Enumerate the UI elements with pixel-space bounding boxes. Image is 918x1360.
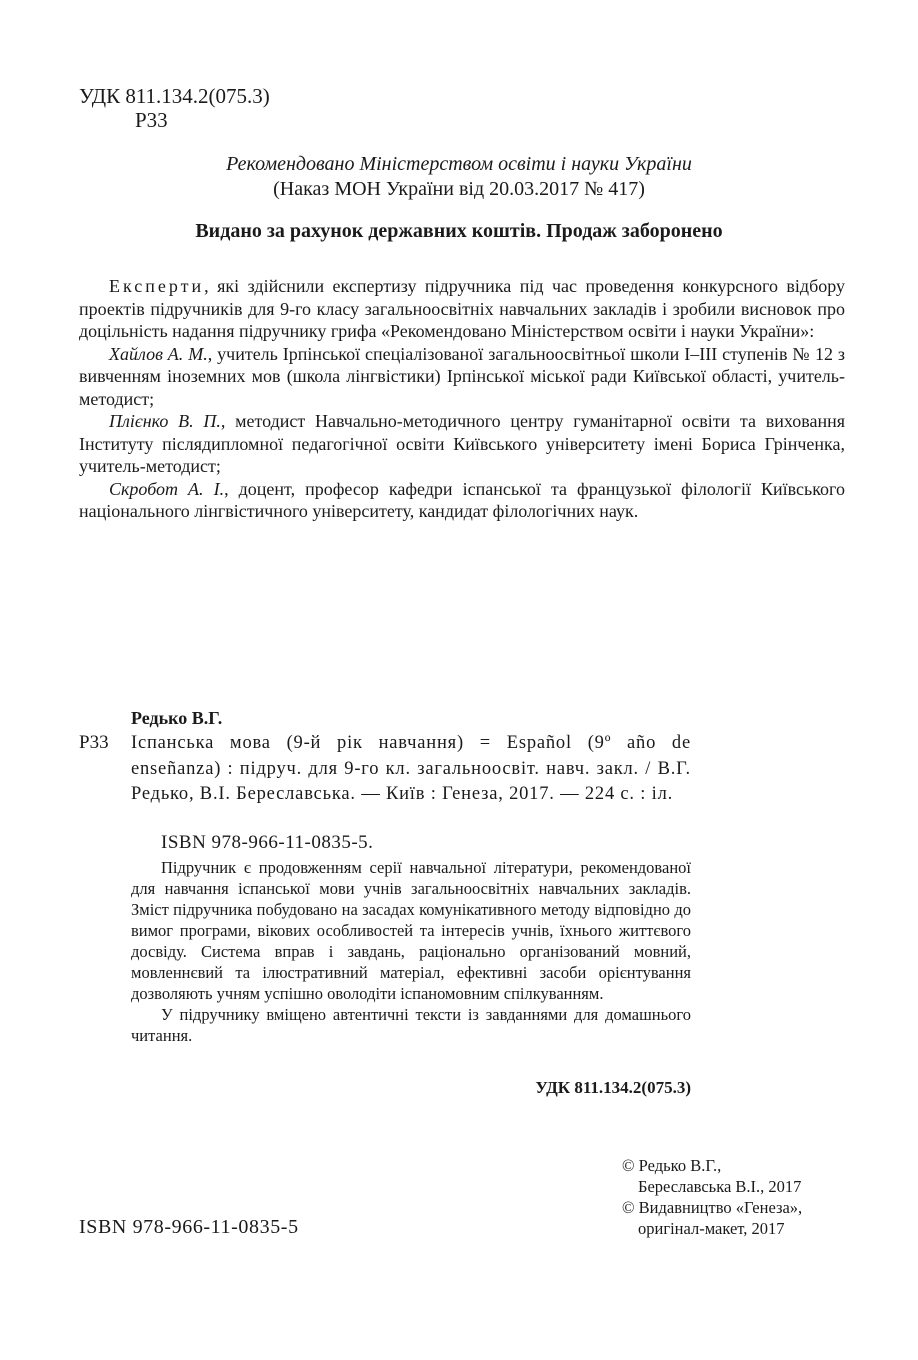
isbn-bottom: ISBN 978-966-11-0835-5 bbox=[79, 1216, 299, 1238]
udc-bottom: УДК 811.134.2(075.3) bbox=[535, 1078, 691, 1097]
recommendation-line: Рекомендовано Міністерством освіти і науки України bbox=[226, 153, 692, 175]
author-mark: Р33 bbox=[135, 108, 168, 132]
expert-name: Хайлов А. М. bbox=[109, 343, 208, 364]
experts-intro bbox=[79, 275, 845, 343]
expert-name: Скробот А. І. bbox=[109, 478, 225, 499]
funding-notice: Видано за рахунок державних коштів. Продаж заборонено bbox=[195, 220, 723, 242]
udc-block bbox=[79, 84, 270, 132]
recommendation-stamp bbox=[0, 152, 918, 202]
bibliography-author: Редько В.Г. bbox=[131, 708, 223, 728]
copyright-line: оригінал-макет, 2017 bbox=[638, 1219, 785, 1238]
expert-details: , доцент, професор кафедри іспанської та французької філології Київського національного лінгвістичного університету, кандидат філологічних наук. bbox=[79, 478, 845, 521]
experts-intro-text: , які здійснили експертизу підручника під час проведення конкурсного відбору проектів підручників для 9-го класу загальноосвітніх навчальних закладів і зробили висновок про доцільність надання підручнику грифа «Рекомендовано Міністерством освіти і науки України»: bbox=[79, 276, 845, 341]
bibliography-code: Р33 bbox=[79, 732, 109, 753]
udc-code: УДК 811.134.2(075.3) bbox=[79, 84, 270, 108]
expert-details: , учитель Ірпінської спеціалізованої загальноосвітньої школи І–ІІІ ступенів № 12 з вивченням іноземних мов (школа лінгвістики) Ірпінської міської ради Київської області, учитель-методист; bbox=[79, 343, 845, 409]
expert-item bbox=[79, 478, 845, 523]
experts-section bbox=[79, 275, 845, 523]
bibliography-isbn: ISBN 978-966-11-0835-5. bbox=[161, 832, 374, 853]
copyright-block bbox=[622, 1155, 802, 1239]
copyright-line: Береславська В.І., 2017 bbox=[638, 1177, 802, 1196]
expert-name: Плієнко В. П. bbox=[109, 411, 221, 431]
bibliography-entry: Іспанська мова (9-й рік навчання) = Español (9º año de enseñanza) : підруч. для 9-го кл. загальноосвіт. навч. закл. / В.Г. Редько, В.І. Береславська. — Київ : Генеза, 2017. — 224 с. : іл. bbox=[131, 733, 691, 804]
abstract bbox=[131, 857, 691, 1046]
abstract-paragraph: Підручник є продовженням серії навчальної літератури, рекомендованої для навчання іспанської мови учнів загальноосвітніх навчальних закладів. Зміст підручника побудовано на засадах комунікативного методу відповідно до вимог програми, вікових особливостей та інтересів учнів, їхнього життєвого досвіду. Система вправ і завдань, раціонально організований мовний, мовленнєвий та ілюстративний матеріал, ефективні засоби орієнтування дозволяють учням успішно оволодіти іспаномовним спілкуванням. bbox=[131, 858, 691, 1003]
expert-item bbox=[79, 343, 845, 411]
copyright-line: © Редько В.Г., bbox=[622, 1156, 722, 1175]
experts-heading: Експерти bbox=[109, 276, 205, 296]
abstract-paragraph: У підручнику вміщено автентичні тексти із завданнями для домашнього читання. bbox=[131, 1005, 691, 1045]
order-line: (Наказ МОН України від 20.03.2017 № 417) bbox=[273, 178, 645, 200]
copyright-line: © Видавництво «Генеза», bbox=[622, 1198, 803, 1217]
expert-item bbox=[79, 410, 845, 478]
expert-details: , методист Навчально-методичного центру гуманітарної освіти та виховання Інституту післядипломної педагогічної освіти Київського університету імені Бориса Грінченка, учитель-методист; bbox=[79, 411, 845, 476]
